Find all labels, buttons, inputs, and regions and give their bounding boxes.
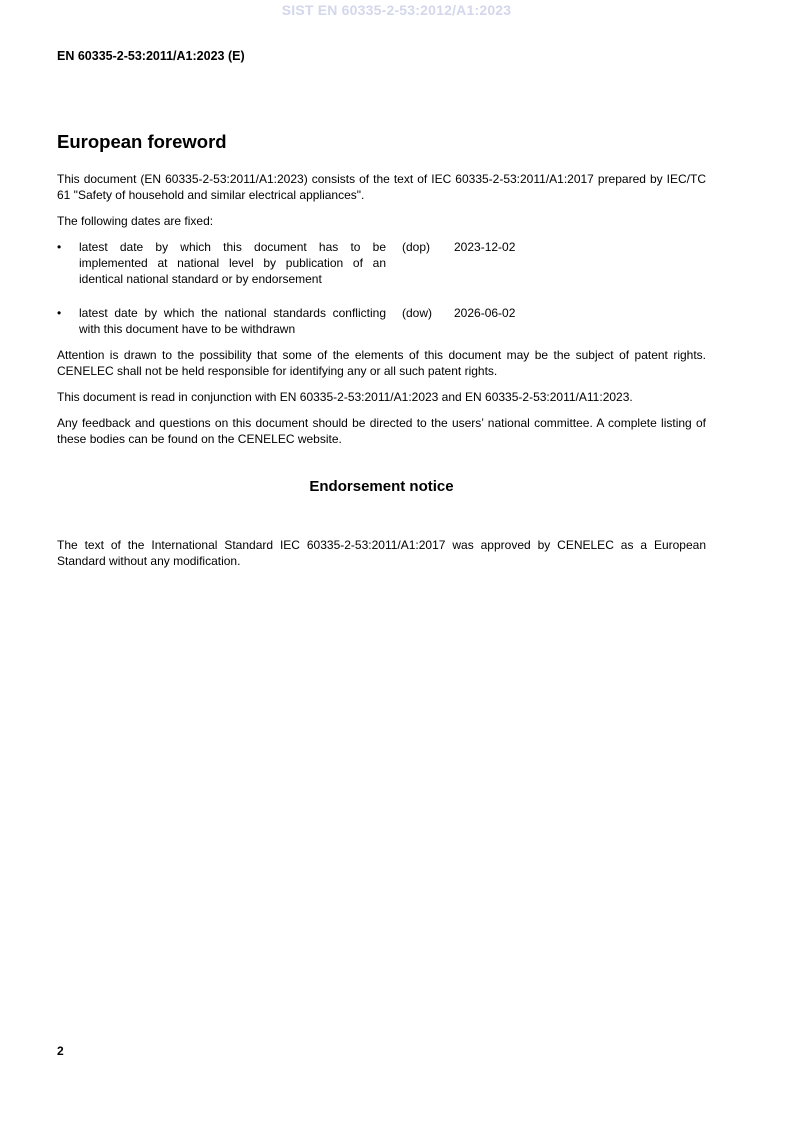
conjunction-note: This document is read in conjunction with EN 60335-2-53:2011/A1:2023 and EN 60335-2-53:2011/A11:2023. <box>57 390 633 404</box>
page-content <box>57 131 706 579</box>
page-number: 2 <box>57 1044 64 1058</box>
date-description: latest date by which this document has to be implemented at national level by publication of an identical national standard or by endorsement <box>79 240 386 286</box>
date-value: 2026-06-02 <box>454 306 516 320</box>
dates-intro: The following dates are fixed: <box>57 214 214 228</box>
date-abbreviation: (dop) <box>402 240 431 254</box>
foreword-intro: This document (EN 60335-2-53:2011/A1:2023) consists of the text of IEC 60335-2-53:2011/A1:2017 prepared by IEC/TC 61 "Safety of household and similar electrical appliances". <box>57 172 706 202</box>
bullet: • <box>57 306 62 320</box>
endorsement-text: The text of the International Standard IEC 60335-2-53:2011/A1:2017 was approved by CENELEC as a European Standard without any modification. <box>57 538 706 568</box>
bullet: • <box>57 240 62 254</box>
feedback-note: Any feedback and questions on this document should be directed to the users’ national committee. A complete listing of these bodies can be found on the CENELEC website. <box>57 416 706 446</box>
date-description: latest date by which the national standards conflicting with this document have to be withdrawn <box>79 306 386 336</box>
dates-list <box>57 239 706 337</box>
date-item-dop <box>57 239 706 287</box>
patent-notice: Attention is drawn to the possibility that some of the elements of this document may be the subject of patent rights. CENELEC shall not be held responsible for identifying any or all such patent rights. <box>57 348 706 378</box>
watermark: SIST EN 60335-2-53:2012/A1:2023 <box>281 2 512 18</box>
endorsement-title: Endorsement notice <box>309 478 454 495</box>
date-abbreviation: (dow) <box>402 306 433 320</box>
date-item-dow <box>57 305 706 337</box>
document-identifier: EN 60335-2-53:2011/A1:2023 (E) <box>57 49 245 63</box>
date-value: 2023-12-02 <box>454 240 516 254</box>
foreword-title: European foreword <box>57 131 227 152</box>
